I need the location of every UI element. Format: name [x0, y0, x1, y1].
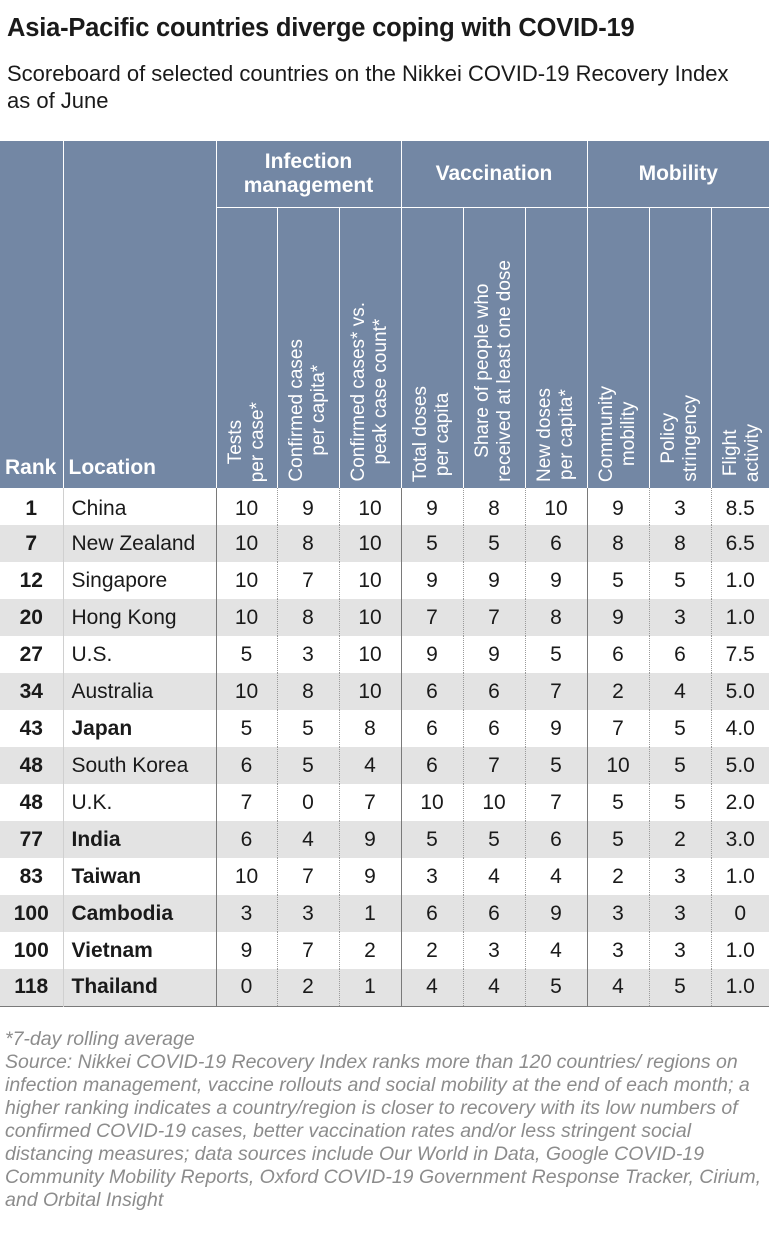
score-cell: 4 [463, 858, 525, 895]
rank-cell: 1 [25, 496, 38, 520]
score-cell: 1.0 [711, 599, 769, 636]
score-cell: 10 [339, 488, 401, 525]
score-cell: 4 [587, 969, 649, 1006]
score-cell: 1.0 [711, 562, 769, 599]
rank-cell: 77 [19, 827, 43, 851]
table-row [0, 599, 769, 636]
score-cell: 5 [525, 969, 587, 1006]
location-cell: Singapore [63, 562, 216, 599]
table-body [0, 488, 769, 1006]
scoreboard-table [0, 141, 769, 1007]
score-cell: 2 [277, 969, 339, 1006]
score-cell: 8 [587, 525, 649, 562]
location-cell: U.K. [63, 784, 216, 821]
table-row [0, 969, 769, 1006]
score-cell: 3 [216, 895, 277, 932]
score-cell: 9 [339, 858, 401, 895]
rank-cell: 12 [19, 568, 43, 592]
score-cell: 7 [277, 932, 339, 969]
score-cell: 9 [587, 488, 649, 525]
chart-subtitle: Scoreboard of selected countries on the Nikkei COVID-19 Recovery Index as of June [7, 61, 729, 113]
score-cell: 9 [463, 636, 525, 673]
header-total-doses-per-capita: Total doses per capita [401, 208, 463, 489]
score-cell: 3 [649, 932, 711, 969]
score-cell: 3 [587, 895, 649, 932]
score-cell: 7 [463, 747, 525, 784]
score-cell: 6.5 [711, 525, 769, 562]
score-cell: 10 [216, 488, 277, 525]
footnote: *7-day rolling average [5, 1028, 195, 1050]
score-cell: 8.5 [711, 488, 769, 525]
score-cell: 5 [277, 710, 339, 747]
score-cell: 6 [401, 673, 463, 710]
score-cell: 1.0 [711, 858, 769, 895]
header-rank: Rank [5, 456, 57, 479]
score-cell: 9 [587, 599, 649, 636]
score-cell: 6 [463, 673, 525, 710]
score-cell: 4 [401, 969, 463, 1006]
table-row [0, 488, 769, 525]
score-cell: 6 [401, 895, 463, 932]
table-row [0, 747, 769, 784]
score-cell: 10 [216, 858, 277, 895]
header-policy-stringency: Policy stringency [649, 208, 711, 489]
score-cell: 5 [525, 747, 587, 784]
score-cell: 2 [401, 932, 463, 969]
score-cell: 8 [277, 599, 339, 636]
score-cell: 3 [649, 599, 711, 636]
score-cell: 5 [216, 710, 277, 747]
score-cell: 7 [216, 784, 277, 821]
score-cell: 3 [649, 488, 711, 525]
score-cell: 4 [649, 673, 711, 710]
header-location: Location [63, 141, 216, 488]
score-cell: 5 [216, 636, 277, 673]
score-cell: 5 [649, 969, 711, 1006]
score-cell: 5 [401, 821, 463, 858]
score-cell: 10 [216, 525, 277, 562]
location-cell: Thailand [63, 969, 216, 1006]
score-cell: 5 [649, 784, 711, 821]
rank-cell: 27 [19, 642, 43, 666]
source-note: Source: Nikkei COVID-19 Recovery Index ranks more than 120 countries/ regions on infection management, vaccine rollouts and social mobility at the end of each month; a higher ranking indicates a country/region is closer to recovery with its low numbers of confirmed COVID-19 cases, better vaccination rates and/or less stringent social distancing measures; data sources include Our World in Data, Google COVID-19 Community Mobility Reports, Oxford COVID-19 Government Response Tracker, Cirium, and Orbital Insight [5, 1051, 762, 1211]
score-cell: 1 [339, 895, 401, 932]
table-row [0, 895, 769, 932]
location-cell: China [63, 488, 216, 525]
header-confirmed-cases-per-capita: Confirmed cases per capita* [277, 208, 339, 489]
score-cell: 4 [525, 932, 587, 969]
rank-cell: 118 [14, 975, 49, 999]
chart-title: Asia-Pacific countries diverge coping with COVID-19 [7, 14, 635, 42]
location-cell: Australia [63, 673, 216, 710]
score-cell: 6 [216, 821, 277, 858]
score-cell: 10 [339, 673, 401, 710]
table-row [0, 710, 769, 747]
location-cell: Cambodia [63, 895, 216, 932]
score-cell: 2 [587, 858, 649, 895]
score-cell: 4 [525, 858, 587, 895]
score-cell: 10 [339, 562, 401, 599]
score-cell: 5 [587, 821, 649, 858]
score-cell: 6 [401, 710, 463, 747]
score-cell: 7 [277, 858, 339, 895]
score-cell: 3 [277, 895, 339, 932]
score-cell: 6 [525, 821, 587, 858]
score-cell: 2.0 [711, 784, 769, 821]
table-row [0, 636, 769, 673]
score-cell: 10 [463, 784, 525, 821]
score-cell: 5 [587, 784, 649, 821]
score-cell: 8 [463, 488, 525, 525]
rank-cell: 83 [19, 864, 43, 888]
rank-cell: 100 [13, 901, 49, 925]
score-cell: 0 [711, 895, 769, 932]
location-cell: India [63, 821, 216, 858]
score-cell: 10 [216, 599, 277, 636]
header-tests-per-case: Tests per case* [216, 208, 277, 489]
score-cell: 3 [649, 858, 711, 895]
score-cell: 8 [525, 599, 587, 636]
score-cell: 5 [463, 821, 525, 858]
score-cell: 8 [277, 525, 339, 562]
score-cell: 7 [587, 710, 649, 747]
header-confirmed-vs-peak: Confirmed cases* vs. peak case count* [339, 208, 401, 489]
score-cell: 9 [525, 562, 587, 599]
score-cell: 4 [463, 969, 525, 1006]
score-cell: 8 [277, 673, 339, 710]
score-cell: 8 [649, 525, 711, 562]
table-row [0, 932, 769, 969]
score-cell: 6 [463, 895, 525, 932]
score-cell: 9 [525, 710, 587, 747]
score-cell: 10 [339, 636, 401, 673]
location-cell: Hong Kong [63, 599, 216, 636]
score-cell: 7 [277, 562, 339, 599]
location-cell: Vietnam [63, 932, 216, 969]
score-cell: 10 [587, 747, 649, 784]
header-community-mobility: Community mobility [587, 208, 649, 489]
score-cell: 7 [401, 599, 463, 636]
score-cell: 5 [649, 710, 711, 747]
score-cell: 1.0 [711, 969, 769, 1006]
score-cell: 3 [277, 636, 339, 673]
score-cell: 5 [649, 747, 711, 784]
score-cell: 6 [216, 747, 277, 784]
score-cell: 0 [277, 784, 339, 821]
score-cell: 8 [339, 710, 401, 747]
score-cell: 9 [216, 932, 277, 969]
table-row [0, 821, 769, 858]
score-cell: 9 [339, 821, 401, 858]
score-cell: 10 [216, 562, 277, 599]
location-cell: South Korea [63, 747, 216, 784]
score-cell: 6 [649, 636, 711, 673]
header-flight-activity: Flight activity [711, 208, 769, 489]
score-cell: 2 [339, 932, 401, 969]
score-cell: 2 [649, 821, 711, 858]
score-cell: 5 [587, 562, 649, 599]
score-cell: 3.0 [711, 821, 769, 858]
score-cell: 1.0 [711, 932, 769, 969]
rank-cell: 43 [19, 716, 43, 740]
rank-cell: 48 [19, 753, 43, 777]
score-cell: 6 [587, 636, 649, 673]
score-cell: 5 [525, 636, 587, 673]
score-cell: 10 [216, 673, 277, 710]
score-cell: 2 [587, 673, 649, 710]
score-cell: 7 [525, 673, 587, 710]
rank-cell: 34 [19, 679, 43, 703]
location-cell: U.S. [63, 636, 216, 673]
location-cell: Japan [63, 710, 216, 747]
header-new-doses-per-capita: New doses per capita* [525, 208, 587, 489]
table-row [0, 673, 769, 710]
score-cell: 5 [277, 747, 339, 784]
table-row [0, 858, 769, 895]
group-infection-management: Infection management [216, 141, 401, 208]
table-row [0, 525, 769, 562]
group-vaccination: Vaccination [401, 141, 587, 208]
score-cell: 3 [587, 932, 649, 969]
location-cell: New Zealand [63, 525, 216, 562]
score-cell: 9 [401, 488, 463, 525]
score-cell: 7 [525, 784, 587, 821]
score-cell: 10 [339, 525, 401, 562]
score-cell: 4.0 [711, 710, 769, 747]
table-row [0, 784, 769, 821]
score-cell: 5 [649, 562, 711, 599]
score-cell: 4 [339, 747, 401, 784]
footer [5, 1028, 765, 1212]
score-cell: 5 [401, 525, 463, 562]
score-cell: 7 [463, 599, 525, 636]
score-cell: 5.0 [711, 673, 769, 710]
table-row [0, 562, 769, 599]
score-cell: 3 [649, 895, 711, 932]
rank-cell: 20 [19, 605, 43, 629]
rank-cell: 100 [13, 938, 49, 962]
rank-cell: 48 [19, 790, 43, 814]
location-cell: Taiwan [63, 858, 216, 895]
rank-cell: 7 [25, 531, 38, 555]
score-cell: 5 [463, 525, 525, 562]
score-cell: 0 [216, 969, 277, 1006]
score-cell: 9 [401, 636, 463, 673]
score-cell: 10 [525, 488, 587, 525]
score-cell: 7.5 [711, 636, 769, 673]
score-cell: 5.0 [711, 747, 769, 784]
score-cell: 6 [401, 747, 463, 784]
header-share-one-dose: Share of people who received at least one dose [463, 208, 525, 489]
group-mobility: Mobility [587, 141, 769, 208]
score-cell: 6 [463, 710, 525, 747]
score-cell: 9 [463, 562, 525, 599]
score-cell: 9 [525, 895, 587, 932]
score-cell: 3 [463, 932, 525, 969]
score-cell: 7 [339, 784, 401, 821]
score-cell: 9 [401, 562, 463, 599]
score-cell: 10 [339, 599, 401, 636]
score-cell: 3 [401, 858, 463, 895]
score-cell: 6 [525, 525, 587, 562]
score-cell: 9 [277, 488, 339, 525]
score-cell: 1 [339, 969, 401, 1006]
score-cell: 4 [277, 821, 339, 858]
score-cell: 10 [401, 784, 463, 821]
